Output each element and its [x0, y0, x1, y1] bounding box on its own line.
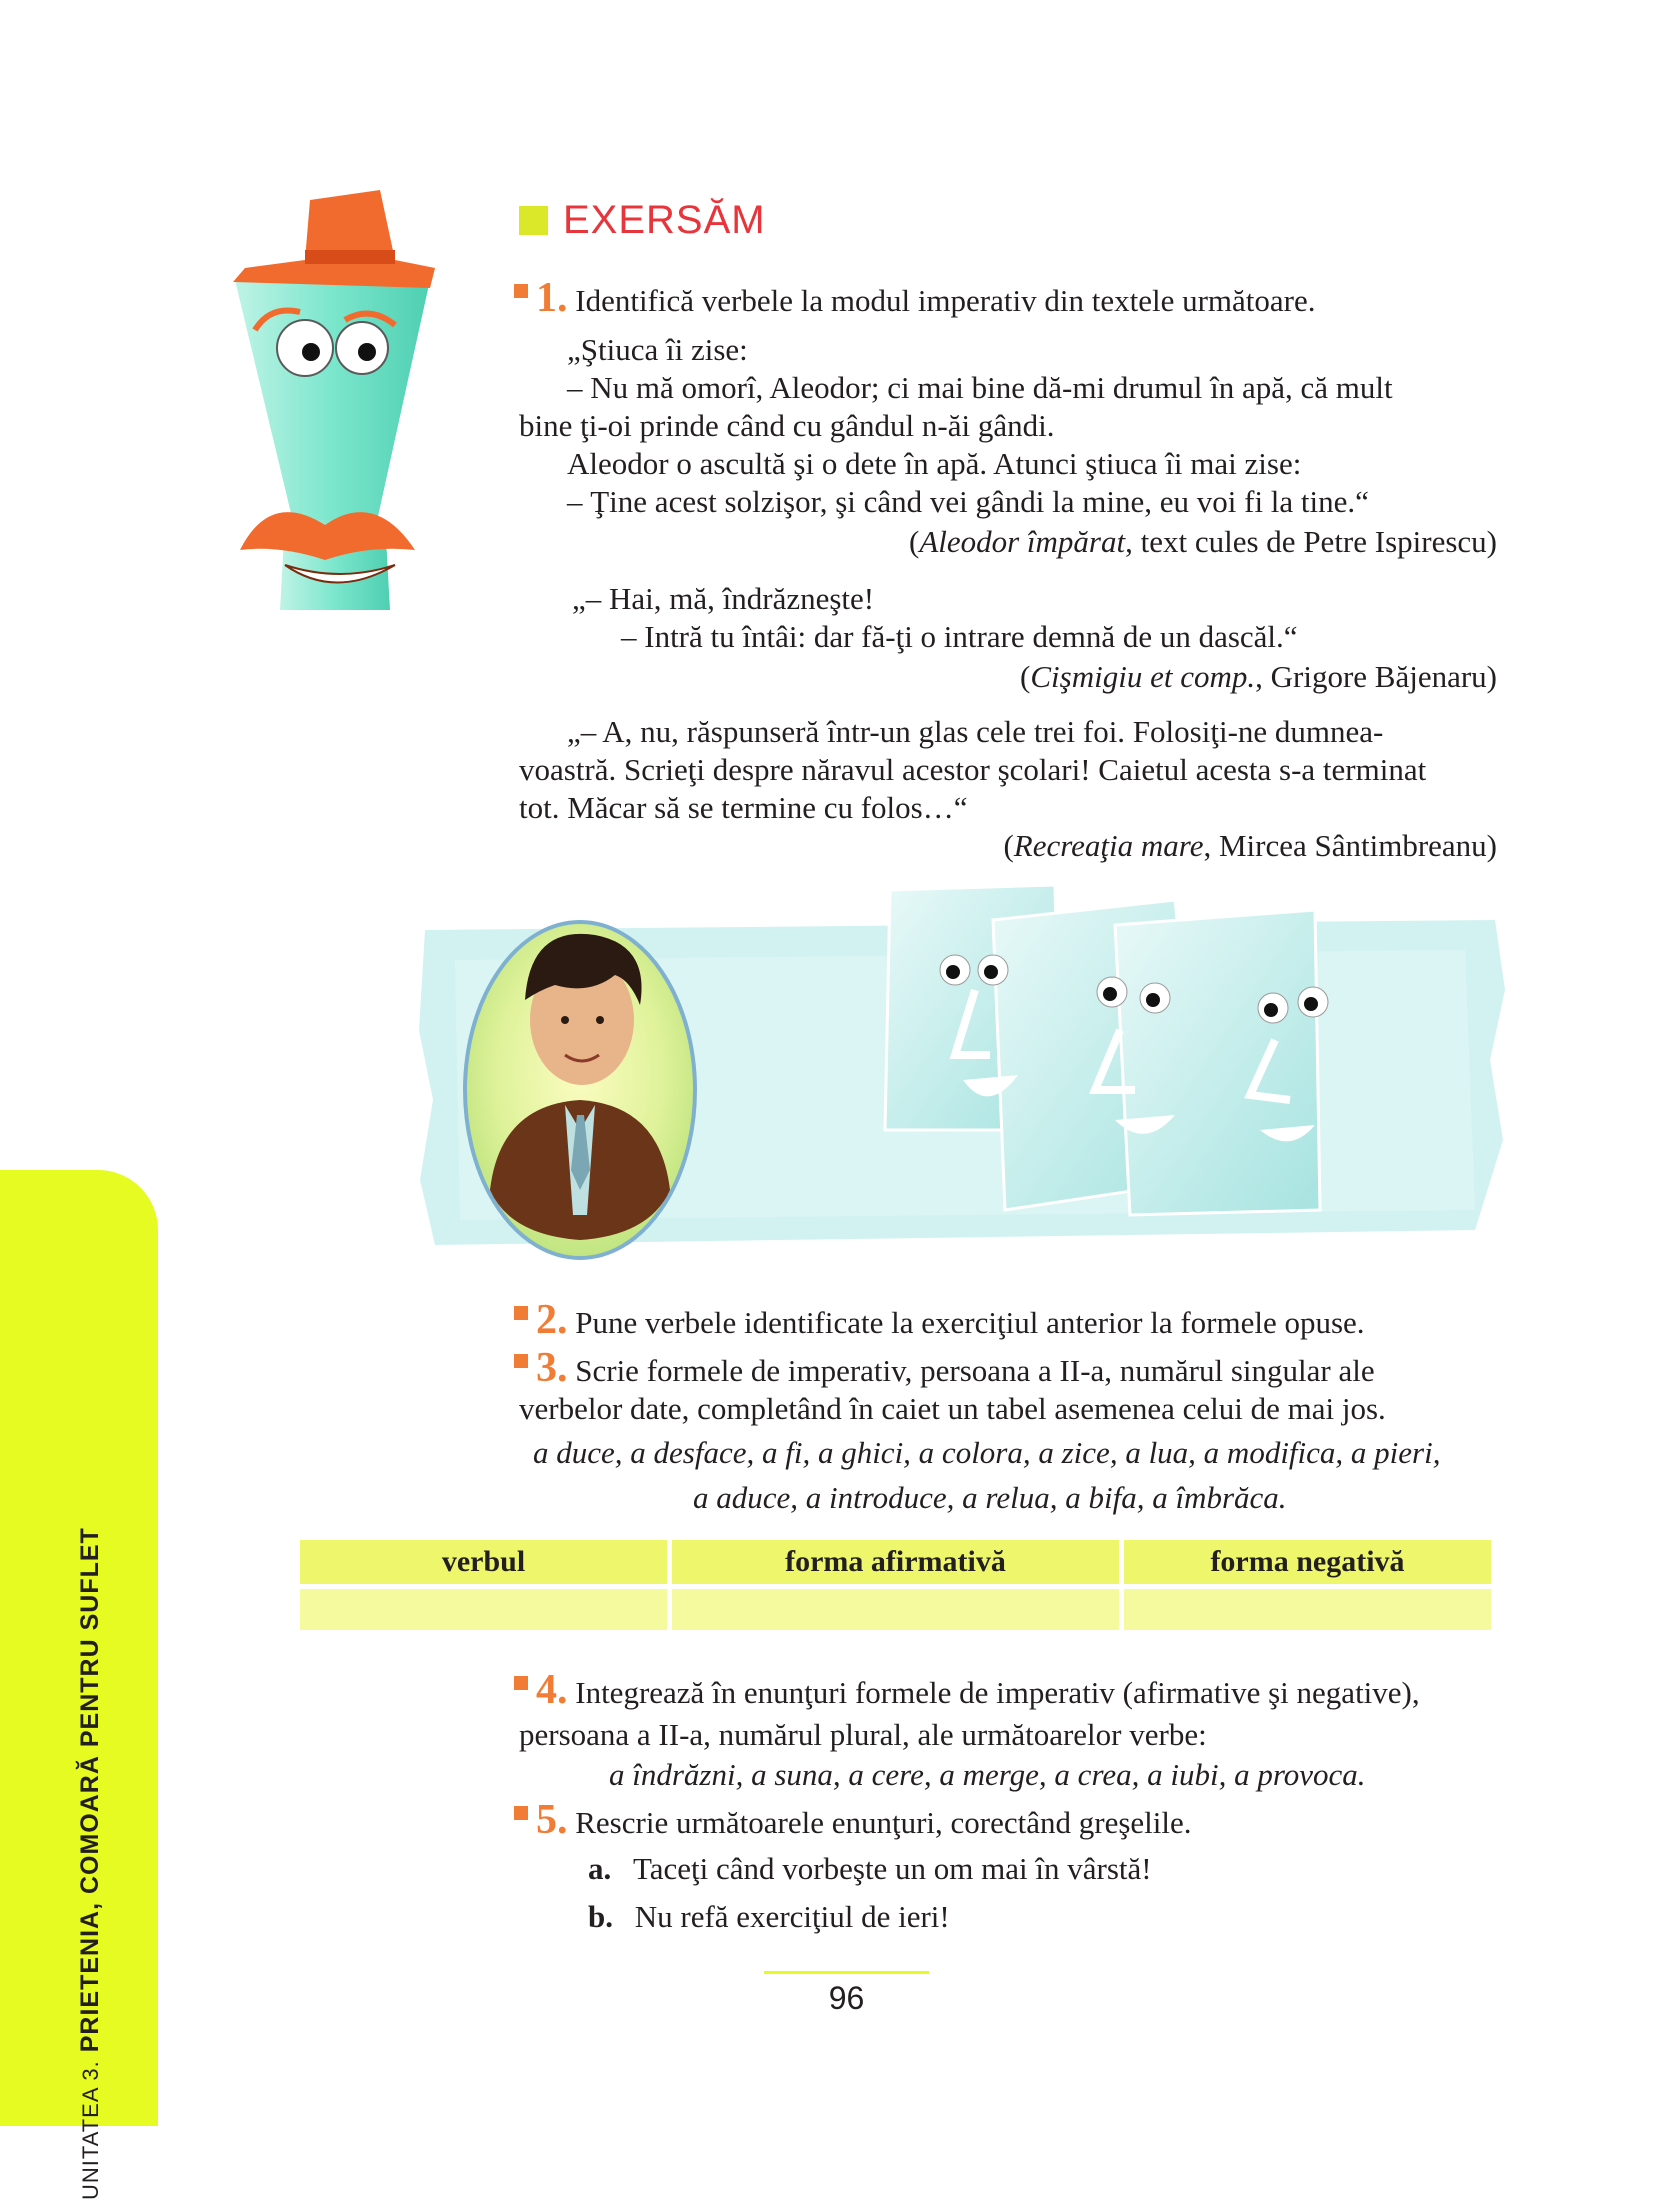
source-author: , text cules de Petre Ispirescu) — [1125, 524, 1497, 559]
exercise-text: persoana a II-a, numărul plural, ale următoarelor verbe: — [519, 1717, 1207, 1752]
exercise-text: Scrie formele de imperativ, persoana a II-a, numărul singular ale — [575, 1353, 1375, 1388]
exercise-number: 5. — [536, 1797, 568, 1843]
bullet-square-icon — [514, 1354, 528, 1368]
item-label: a. — [588, 1851, 612, 1886]
quote-line: bine ţi-oi prinde când cu gândul n-ăi gândi. — [519, 408, 1055, 443]
quote-line: – Intră tu întâi: dar fă-ţi o intrare demnă de un dascăl.“ — [621, 619, 1298, 654]
exercise-1-prompt — [514, 275, 1316, 321]
quote-line: „Ştiuca îi zise: — [567, 332, 748, 367]
exercise-text: Integrează în enunţuri formele de imperativ (afirmative şi negative), — [575, 1675, 1420, 1710]
list-item — [588, 1850, 1152, 1888]
item-text: Nu refă exerciţiul de ieri! — [634, 1899, 950, 1934]
quote-source — [909, 523, 1497, 561]
table-header-verb: verbul — [300, 1540, 667, 1584]
unit-label — [70, 1080, 110, 2200]
section-marker — [519, 206, 548, 235]
quote-line: – Nu mă omorî, Aleodor; ci mai bine dă-mi drumul în apă, că mult — [567, 370, 1393, 405]
quote-line: voastră. Scrieţi despre năravul acestor şcolari! Caietul acesta s-a terminat — [519, 752, 1427, 787]
verb-list: a duce, a desface, a fi, a ghici, a colora, a zice, a lua, a modifica, a pieri, — [533, 1435, 1441, 1470]
exercise-number: 1. — [536, 275, 568, 321]
table-cell — [672, 1589, 1119, 1630]
table-header-negative: forma negativă — [1124, 1540, 1491, 1584]
quote-line: – Ţine acest solzişor, şi când vei gândi la mine, eu voi fi la tine.“ — [567, 484, 1369, 519]
quote-line: Aleodor o ascultă şi o dete în apă. Atunci ştiuca îi mai zise: — [567, 446, 1302, 481]
unit-number: UNITATEA 3. — [78, 2060, 103, 2200]
exercise-text: verbelor date, completând în caiet un tabel asemenea celui de mai jos. — [519, 1391, 1386, 1426]
quote-line: tot. Măcar să se termine cu folos…“ — [519, 790, 968, 825]
exercise-number: 2. — [536, 1297, 568, 1343]
verb-list: a îndrăzni, a suna, a cere, a merge, a crea, a iubi, a provoca. — [609, 1757, 1366, 1792]
bullet-square-icon — [514, 1306, 528, 1320]
quote-source — [1003, 827, 1497, 865]
source-author: , Mircea Sântimbreanu) — [1203, 828, 1497, 863]
item-label: b. — [588, 1899, 613, 1934]
bullet-square-icon — [514, 1676, 528, 1690]
bullet-square-icon — [514, 1806, 528, 1820]
source-title: Recreaţia mare — [1013, 828, 1204, 863]
source-author: , Grigore Băjenaru) — [1255, 659, 1497, 694]
bullet-square-icon — [514, 284, 528, 298]
source-title: Cişmigiu et comp. — [1030, 659, 1256, 694]
item-text: Taceţi când vorbeşte un om mai în vârstă! — [633, 1851, 1152, 1886]
exclamation-mascot-illustration — [225, 190, 440, 610]
portrait-and-pages-illustration — [415, 880, 1510, 1290]
quote-source — [1020, 658, 1497, 696]
table-header-affirmative: forma afirmativă — [672, 1540, 1119, 1584]
exercise-number: 4. — [536, 1667, 568, 1713]
exercise-4-prompt — [514, 1667, 1420, 1713]
section-title: EXERSĂM — [563, 198, 766, 242]
exercise-2 — [514, 1297, 1365, 1343]
source-paren: ( — [1020, 659, 1031, 694]
page-number-rule — [764, 1971, 929, 1974]
exercise-text: Pune verbele identificate la exerciţiul anterior la formele opuse. — [575, 1305, 1365, 1340]
page-number: 96 — [828, 1980, 865, 2016]
exercise-number: 3. — [536, 1345, 568, 1391]
verb-list: a aduce, a introduce, a relua, a bifa, a îmbrăca. — [693, 1480, 1287, 1515]
table-cell — [1124, 1589, 1491, 1630]
source-paren: ( — [908, 524, 920, 559]
exercise-5-prompt — [514, 1797, 1192, 1843]
source-paren: ( — [1003, 828, 1014, 863]
exercise-text: Rescrie următoarele enunţuri, corectând greşelile. — [575, 1805, 1192, 1840]
source-title: Aleodor împărat — [919, 524, 1126, 559]
table-cell — [300, 1589, 667, 1630]
quote-line: „– Hai, mă, îndrăzneşte! — [572, 581, 875, 616]
exercise-text: Identifică verbele la modul imperativ din textele următoare. — [575, 283, 1316, 318]
exercise-3-prompt — [514, 1345, 1375, 1391]
list-item — [588, 1898, 950, 1936]
unit-title: PRIETENIA, COMOARĂ PENTRU SUFLET — [76, 1527, 104, 2053]
quote-line: „– A, nu, răspunseră într-un glas cele trei foi. Folosiţi-ne dumnea- — [567, 714, 1384, 749]
